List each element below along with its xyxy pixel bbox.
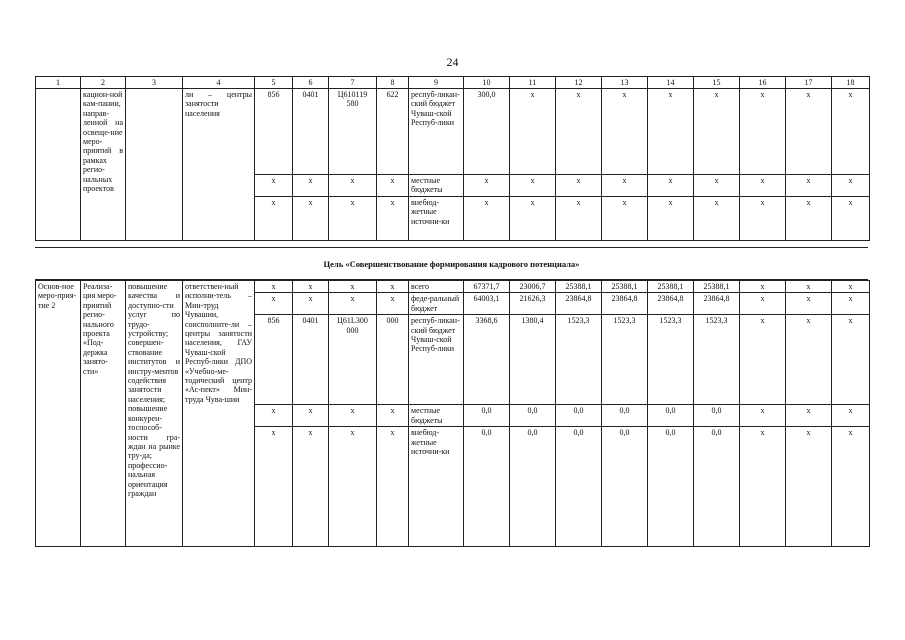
cell-value: x — [740, 427, 786, 547]
cell-col1: Основ-ное меро-прия-тие 2 — [36, 281, 81, 547]
header-col-13: 13 — [602, 77, 648, 89]
goal-heading: Цель «Совершенствование формирования кадрового потенциала» — [323, 259, 580, 269]
cell-value: 23864,8 — [694, 293, 740, 315]
cell-code: x — [329, 197, 377, 241]
cell-value: x — [832, 89, 870, 175]
cell-value: x — [556, 197, 602, 241]
cell-code: x — [377, 281, 409, 293]
table-row — [36, 281, 870, 293]
cell-source: внебюд-жетные источни-ки — [409, 427, 464, 547]
cell-value: x — [832, 427, 870, 547]
cell-col4: ли – центры занятости населения — [183, 89, 255, 241]
cell-value: 25388,1 — [556, 281, 602, 293]
cell-value: 1523,3 — [648, 315, 694, 405]
cell-value: x — [786, 175, 832, 197]
cell-value: 23006,7 — [510, 281, 556, 293]
cell-value: 1523,3 — [602, 315, 648, 405]
header-col-6: 6 — [293, 77, 329, 89]
cell-value: 21626,3 — [510, 293, 556, 315]
cell-col4: ответствен-ный исполни-тель – Мин-труд Чувашии, соисполните-ли – центры занятости населения, ГАУ Чуваш-ской Респуб-лики ДПО «Учебно-ме-тодический центр «Ас-пект» Мин-труда Чува-шии — [183, 281, 255, 547]
cell-value: 3368,6 — [464, 315, 510, 405]
cell-code: x — [255, 293, 293, 315]
cell-value: 25388,1 — [694, 281, 740, 293]
cell-value: 0,0 — [464, 405, 510, 427]
cell-code: x — [329, 175, 377, 197]
cell-code: 856 — [255, 89, 293, 175]
cell-value: x — [740, 293, 786, 315]
page-number: 24 — [446, 55, 459, 69]
cell-value: x — [832, 315, 870, 405]
cell-value: x — [740, 405, 786, 427]
header-row — [36, 77, 870, 89]
cell-code: x — [255, 281, 293, 293]
cell-value: x — [648, 197, 694, 241]
cell-code: x — [293, 175, 329, 197]
cell-value: 0,0 — [510, 427, 556, 547]
header-col-4: 4 — [183, 77, 255, 89]
header-col-11: 11 — [510, 77, 556, 89]
cell-code: 622 — [377, 89, 409, 175]
cell-value: x — [602, 197, 648, 241]
cell-code: x — [293, 293, 329, 315]
cell-value: 1380,4 — [510, 315, 556, 405]
cell-value: 25388,1 — [602, 281, 648, 293]
cell-value: 25388,1 — [648, 281, 694, 293]
header-col-15: 15 — [694, 77, 740, 89]
cell-value: 0,0 — [464, 427, 510, 547]
cell-value: 0,0 — [602, 427, 648, 547]
cell-value: x — [786, 89, 832, 175]
cell-code: x — [377, 293, 409, 315]
cell-source: респуб-ликан-ский бюджет Чуваш-ской Респуб-лики — [409, 315, 464, 405]
cell-value: x — [786, 293, 832, 315]
cell-value: 1523,3 — [556, 315, 602, 405]
block2-table — [35, 280, 870, 547]
header-col-16: 16 — [740, 77, 786, 89]
header-col-17: 17 — [786, 77, 832, 89]
cell-value: x — [786, 427, 832, 547]
cell-value: x — [510, 175, 556, 197]
cell-value: x — [648, 175, 694, 197]
cell-code: x — [329, 405, 377, 427]
cell-value: 1523,3 — [694, 315, 740, 405]
header-col-14: 14 — [648, 77, 694, 89]
cell-value: 0,0 — [694, 427, 740, 547]
cell-value: x — [694, 197, 740, 241]
header-col-7: 7 — [329, 77, 377, 89]
cell-value: x — [602, 89, 648, 175]
cell-code: 0401 — [293, 89, 329, 175]
cell-source: местные бюджеты — [409, 175, 464, 197]
header-col-3: 3 — [126, 77, 183, 89]
cell-code: x — [255, 405, 293, 427]
cell-code: x — [293, 427, 329, 547]
cell-value: x — [740, 89, 786, 175]
cell-value: x — [786, 197, 832, 241]
cell-code: x — [377, 405, 409, 427]
cell-value: 0,0 — [602, 405, 648, 427]
cell-value: x — [602, 175, 648, 197]
cell-value: 0,0 — [648, 405, 694, 427]
cell-value: 0,0 — [648, 427, 694, 547]
cell-value: x — [832, 197, 870, 241]
cell-code: x — [293, 197, 329, 241]
cell-value: 64003,1 — [464, 293, 510, 315]
cell-value: x — [786, 405, 832, 427]
cell-value: x — [740, 175, 786, 197]
cell-value: x — [832, 293, 870, 315]
cell-code: x — [255, 175, 293, 197]
cell-value: 23864,8 — [602, 293, 648, 315]
cell-value: 0,0 — [556, 405, 602, 427]
cell-col2: Реализа-ция меро-приятий регио-нального проекта «Под-держка занято-сти» — [81, 281, 126, 547]
cell-value: x — [464, 175, 510, 197]
cell-code: x — [329, 427, 377, 547]
cell-code: Ц610119 580 — [329, 89, 377, 175]
cell-value: 0,0 — [694, 405, 740, 427]
cell-code: x — [377, 197, 409, 241]
cell-value: x — [510, 89, 556, 175]
cell-col3: повышение качества и доступно-сти услуг по трудо-устройству; совершен-ствование институтов и инстру-ментов содействия занятости населения; повышение конкурен-тоспособ-ности гра-ждан на рынке тру-да; профессио-нальная ориентация граждан — [126, 281, 183, 547]
cell-value: 23864,8 — [648, 293, 694, 315]
cell-value: 0,0 — [510, 405, 556, 427]
header-col-18: 18 — [832, 77, 870, 89]
cell-value: x — [740, 197, 786, 241]
cell-source: внебюд-жетные источни-ки — [409, 197, 464, 241]
header-col-8: 8 — [377, 77, 409, 89]
header-col-9: 9 — [409, 77, 464, 89]
cell-value: 300,0 — [464, 89, 510, 175]
cell-col2: кацион-ной кам-пании, направ-ленной на освеще-ние меро-приятий в рамках регио-нальных проектов — [81, 89, 126, 241]
header-col-10: 10 — [464, 77, 510, 89]
header-col-5: 5 — [255, 77, 293, 89]
cell-value: x — [648, 89, 694, 175]
cell-value: 67371,7 — [464, 281, 510, 293]
cell-value: x — [786, 315, 832, 405]
cell-source: местные бюджеты — [409, 405, 464, 427]
cell-value: x — [556, 175, 602, 197]
cell-value: x — [832, 405, 870, 427]
goal-top-rule — [35, 247, 868, 248]
cell-code: x — [293, 405, 329, 427]
cell-code: Ц61L300 000 — [329, 315, 377, 405]
cell-code: x — [329, 281, 377, 293]
header-col-2: 2 — [81, 77, 126, 89]
cell-value: x — [740, 281, 786, 293]
cell-value: 0,0 — [556, 427, 602, 547]
cell-code: 000 — [377, 315, 409, 405]
cell-code: 0401 — [293, 315, 329, 405]
cell-code: x — [255, 197, 293, 241]
cell-source: респуб-ликан-ский бюджет Чуваш-ской Респуб-лики — [409, 89, 464, 175]
cell-code: x — [377, 175, 409, 197]
cell-value: x — [694, 89, 740, 175]
cell-value: 23864,8 — [556, 293, 602, 315]
cell-code: x — [329, 293, 377, 315]
cell-code: x — [377, 427, 409, 547]
cell-value: x — [832, 175, 870, 197]
cell-value: x — [510, 197, 556, 241]
cell-code: x — [293, 281, 329, 293]
cell-value: x — [832, 281, 870, 293]
cell-source: феде-ральный бюджет — [409, 293, 464, 315]
cell-source: всего — [409, 281, 464, 293]
cell-value: x — [786, 281, 832, 293]
goal-bottom-rule — [35, 279, 868, 280]
cell-col3 — [126, 89, 183, 241]
block1-table — [35, 88, 870, 241]
cell-value: x — [694, 175, 740, 197]
cell-value: x — [556, 89, 602, 175]
cell-value: x — [740, 315, 786, 405]
cell-code: 856 — [255, 315, 293, 405]
cell-col1 — [36, 89, 81, 241]
header-col-12: 12 — [556, 77, 602, 89]
table-row — [36, 89, 870, 175]
header-col-1: 1 — [36, 77, 81, 89]
cell-code: x — [255, 427, 293, 547]
cell-value: x — [464, 197, 510, 241]
